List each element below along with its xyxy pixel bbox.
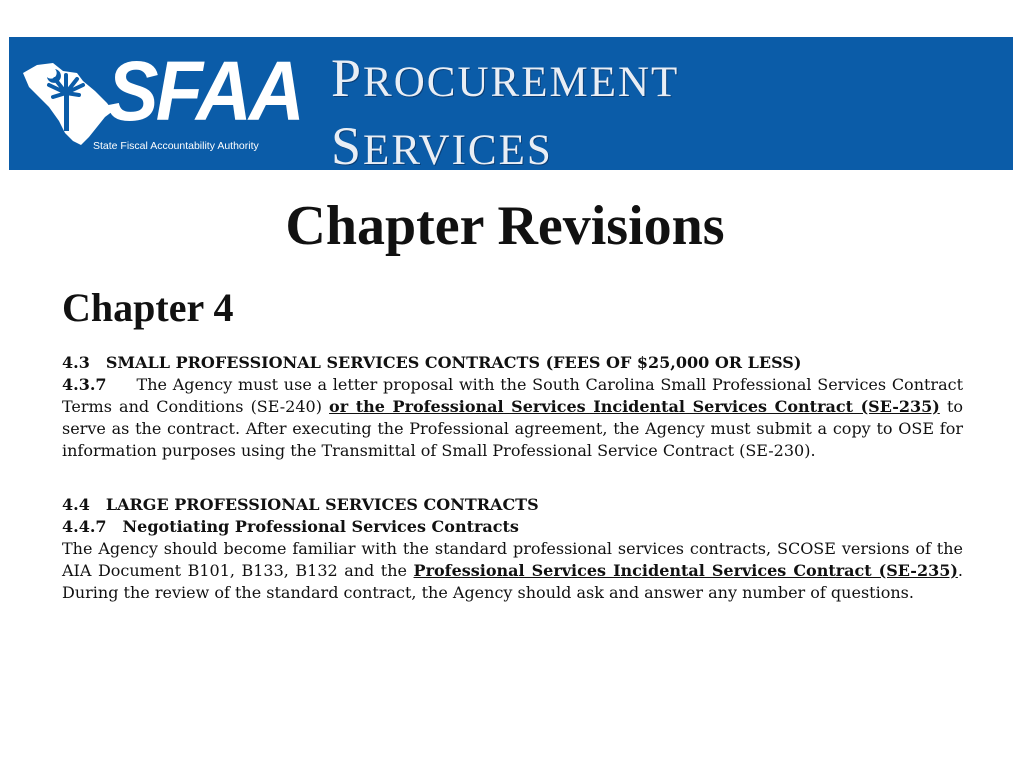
section-4-3-7-paragraph: 4.3.7 The Agency must use a letter proposal with the South Carolina Small Professional Services Contract Terms and Conditions (SE-240) or the Professional Services Incidental Services Contract (SE-235) to serve as the contract. After executing the Professional agreement, the Agency must submit a copy to OSE for information purposes using the Transmittal of Small Professional Service Contract (SE-230). — [62, 375, 963, 460]
se-235-reference: Professional Services Incidental Services Contract (SE-235) — [413, 561, 958, 580]
banner-title — [331, 48, 680, 170]
subsection-4-4-7-heading: 4.4.7 Negotiating Professional Services Contracts — [62, 517, 519, 536]
sfaa-logo-tagline: State Fiscal Accountability Authority — [93, 140, 259, 152]
header-banner — [9, 37, 1013, 170]
section-4-4-heading: 4.4 LARGE PROFESSIONAL SERVICES CONTRACTS — [62, 495, 539, 514]
document-body — [62, 352, 963, 604]
se-235-reference: or the Professional Services Incidental Services Contract (SE-235) — [329, 397, 940, 416]
south-carolina-palmetto-logo-icon — [19, 51, 119, 151]
page-title: Chapter Revisions — [285, 195, 725, 257]
subsection-number: 4.3.7 — [62, 375, 107, 394]
sfaa-logo-text: SFAA — [107, 44, 303, 138]
chapter-heading: Chapter 4 — [62, 285, 234, 330]
banner-title-line-2: SERVICES — [331, 116, 553, 170]
section-4-4-7-paragraph: The Agency should become familiar with the standard professional services contracts, SCOSE versions of the AIA Document B101, B133, B132 and the Professional Services Incidental Services Contract (SE-235). During the review of the standard contract, the Agency should ask and answer any number of questions. — [62, 539, 964, 602]
banner-title-line-1: PROCUREMENT — [331, 48, 680, 108]
section-4-3-heading: 4.3 SMALL PROFESSIONAL SERVICES CONTRACTS (FEES OF $25,000 OR LESS) — [62, 353, 802, 372]
